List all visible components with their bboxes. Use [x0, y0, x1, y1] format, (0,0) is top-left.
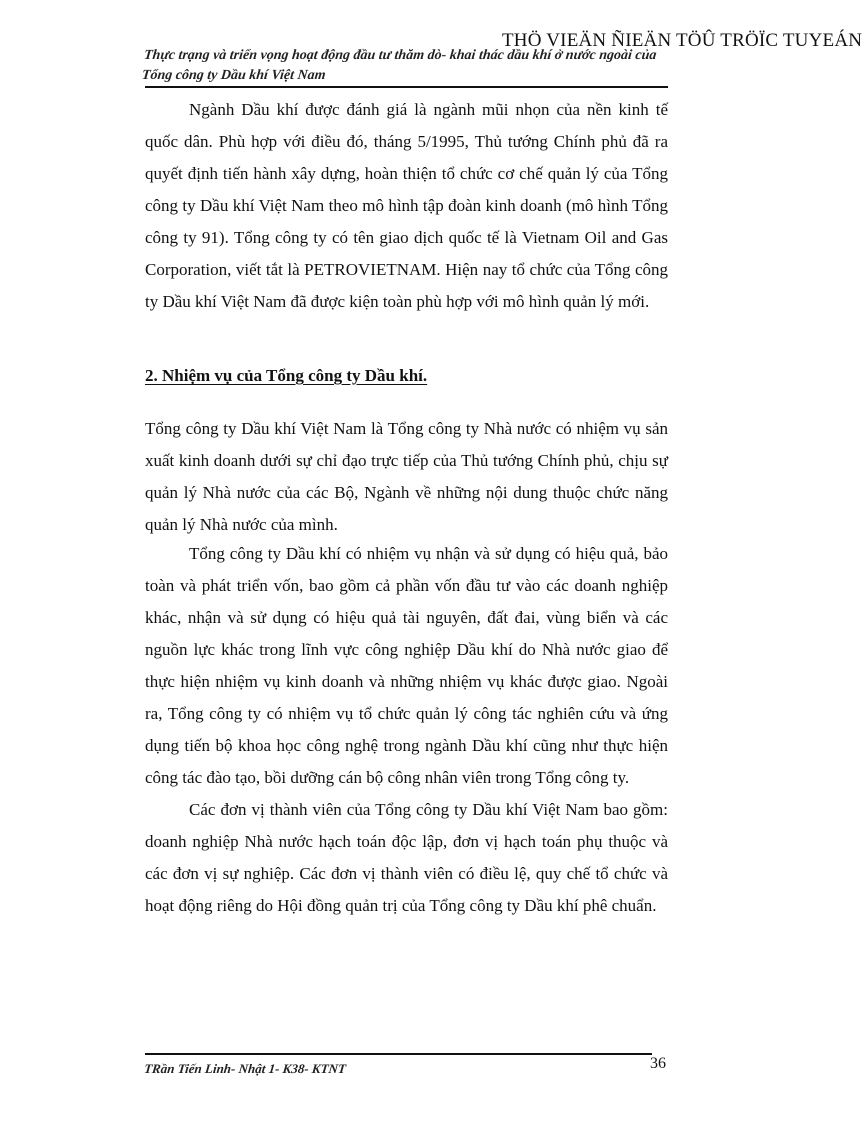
footer-divider — [145, 1053, 652, 1055]
page-number: 36 — [650, 1055, 666, 1072]
intro-paragraph: Ngành Dầu khí được đánh giá là ngành mũi nhọn của nền kinh tế quốc dân. Phù hợp với điều đó, tháng 5/1995, Thủ tướng Chính phủ đã ra quyết định tiến hành xây dựng, hoàn thiện tổ chức cơ chế quản lý của Tổng công ty Dầu khí Việt Nam theo mô hình tập đoàn kinh doanh (mô hình Tổng công ty 91). Tổng công ty có tên giao dịch quốc tế là Vietnam Oil and Gas Corporation, viết tắt là PETROVIETNAM. Hiện nay tổ chức của Tổng công ty Dầu khí Việt Nam đã được kiện toàn phù hợp với mô hình quản lý mới. — [145, 100, 668, 311]
section-paragraph-1 — [145, 413, 668, 541]
paragraph-text: Tổng công ty Dầu khí Việt Nam là Tổng công ty Nhà nước có nhiệm vụ sản xuất kinh doanh dưới sự chỉ đạo trực tiếp của Thủ tướng Chính phủ, chịu sự quản lý Nhà nước của các Bộ, Ngành về những nội dung thuộc chức năng quản lý Nhà nước của mình. — [145, 419, 668, 534]
watermark-text: THÖ VIEÄN ÑIEÄN TÖÛ TRÖÏC TUYEÁN — [502, 30, 862, 51]
section-paragraph-2: Tổng công ty Dầu khí có nhiệm vụ nhận và sử dụng có hiệu quả, bảo toàn và phát triển vốn, bao gồm cả phần vốn đầu tư vào các doanh nghiệp khác, nhận và sử dụng có hiệu quả tài nguyên, đất đai, vùng biển và các nguồn lực khác trong lĩnh vực công nghiệp Dầu khí do Nhà nước giao để thực hiện nhiệm vụ kinh doanh và những nhiệm vụ khác được giao. Ngoài ra, Tổng công ty có nhiệm vụ tổ chức quản lý công tác nghiên cứu và ứng dụng tiến bộ khoa học công nghệ trong ngành Dầu khí cũng như thực hiện công tác đào tạo, bồi dưỡng cán bộ công nhân viên trong Tổng công ty. — [145, 544, 668, 787]
section-heading: 2. Nhiệm vụ của Tổng công ty Dầu khí. — [145, 366, 428, 385]
section-paragraph-group — [145, 538, 668, 922]
footer-author: TRần Tiến Linh- Nhật 1- K38- KTNT — [143, 1061, 347, 1076]
running-header-title: Thực trạng và triển vọng hoạt động đầu tư thăm dò- khai thác dầu khí ở nước ngoài của Tổng công ty Dầu khí Việt Nam — [141, 48, 658, 83]
section-paragraph-3: Các đơn vị thành viên của Tổng công ty Dầu khí Việt Nam bao gồm: doanh nghiệp Nhà nước hạch toán độc lập, đơn vị hạch toán phụ thuộc và các đơn vị sự nghiệp. Các đơn vị thành viên có điều lệ, quy chế tổ chức và hoạt động riêng do Hội đồng quản trị của Tổng công ty Dầu khí phê chuẩn. — [145, 800, 668, 915]
header-divider — [145, 86, 668, 88]
